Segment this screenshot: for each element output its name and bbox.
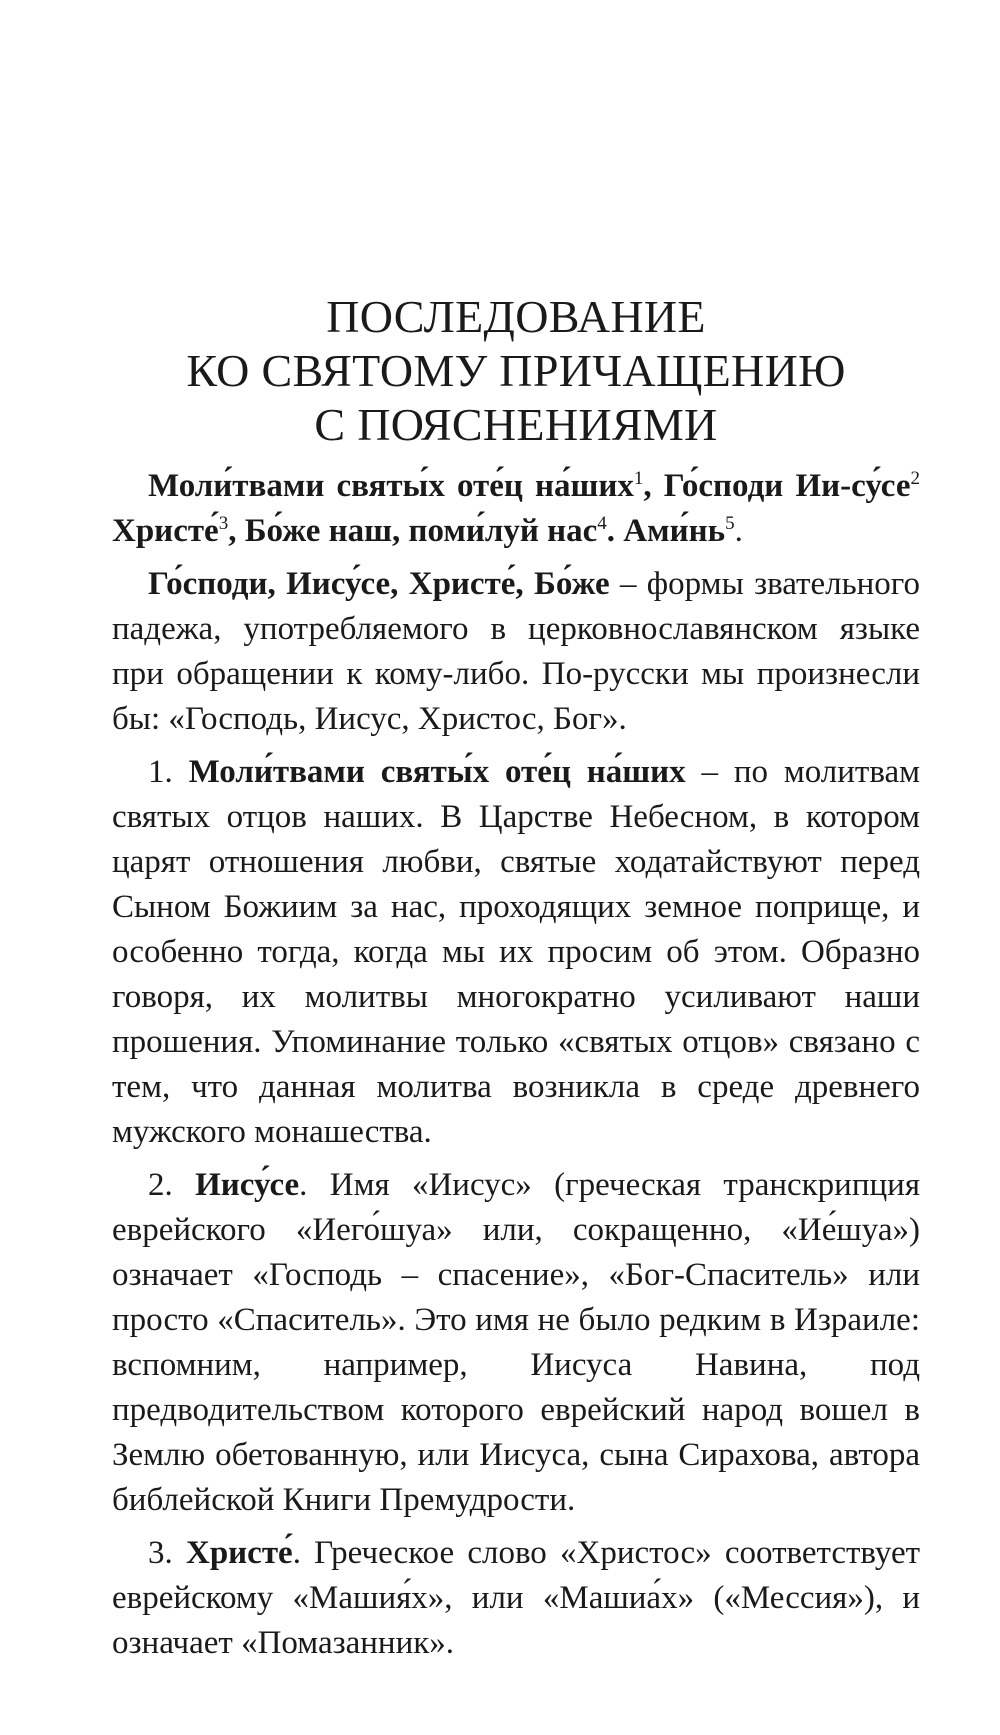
prayer-paragraph <box>112 464 920 554</box>
footnote-ref-4: 4 <box>597 513 607 534</box>
prayer-sep-1: , <box>643 468 664 504</box>
prayer-part-5: Ами́нь <box>623 513 726 549</box>
note-3-term: Христе́ <box>185 1535 293 1571</box>
note-1-paragraph <box>112 750 920 1155</box>
vocative-terms: Го́споди, Иису́се, Христе́, Бо́же <box>148 566 610 602</box>
note-1-text: – по молитвам святых отцов наших. В Царстве Небесном, в котором царят отношения любви, святые ходатайствуют перед Сыном Божиим за нас, проходящих земное поприще, и особенно тогда, когда мы их просим об этом. Образно говоря, их молитвы многократно усиливают наши прошения. Упоминание только «святых отцов» связано с тем, что данная молитва возникла в среде древнего мужского монашества. <box>112 754 920 1150</box>
page-title <box>112 290 920 452</box>
note-3-number: 3. <box>148 1535 186 1571</box>
footnote-ref-1: 1 <box>633 468 644 489</box>
note-1-number: 1. <box>148 754 189 790</box>
prayer-sep-3: , <box>228 513 245 549</box>
vocative-text: – формы звательного падежа, употребляемого в церковнославянском языке при обращении к кому-либо. По-русски мы произнесли бы: «Господь, Иисус, Христос, Бог». <box>112 566 920 737</box>
title-line-2: КО СВЯТОМУ ПРИЧАЩЕНИЮ <box>186 345 846 396</box>
prayer-end: . <box>734 513 743 549</box>
note-2-paragraph <box>112 1163 920 1523</box>
note-1-term: Моли́твами святы́х оте́ц на́ших <box>188 754 686 790</box>
note-2-term: Иису́се <box>195 1167 300 1203</box>
note-2-text: . Имя «Иисус» (греческая транскрипция еврейского «Иего́шуа» или, сокращенно, «Ие́шуа») означает «Господь – спасение», «Бог-Спаситель» или просто «Спаситель». Это имя не было редким в Израиле: вспомним, например, Иисуса Навина, под предводительством которого еврейский народ вошел в Землю обетованную, или Иисуса, сына Сирахова, автора библейской Книги Премудрости. <box>112 1167 921 1518</box>
footnote-ref-3: 3 <box>218 513 229 534</box>
footnote-ref-2: 2 <box>910 468 921 489</box>
note-3-text: . Греческое слово «Христос» соответствует еврейскому «Машия́х», или «Машиа́х» («Мессия»), и означает «Помазанник». <box>112 1535 921 1661</box>
page <box>112 290 920 1674</box>
prayer-sep-4: . <box>606 513 624 549</box>
note-2-number: 2. <box>148 1167 196 1203</box>
prayer-part-3: Христе́ <box>112 513 219 549</box>
note-3-paragraph <box>112 1531 920 1666</box>
prayer-part-2: Го́споди Ии-су́се <box>663 468 911 504</box>
footnote-ref-5: 5 <box>725 513 735 534</box>
vocative-paragraph <box>112 562 920 742</box>
prayer-part-4: Бо́же наш, поми́луй нас <box>244 513 598 549</box>
title-line-1: ПОСЛЕДОВАНИЕ <box>326 291 706 342</box>
prayer-part-1: Моли́твами святы́х оте́ц на́ших <box>148 468 634 504</box>
title-line-3: С ПОЯСНЕНИЯМИ <box>314 399 718 450</box>
